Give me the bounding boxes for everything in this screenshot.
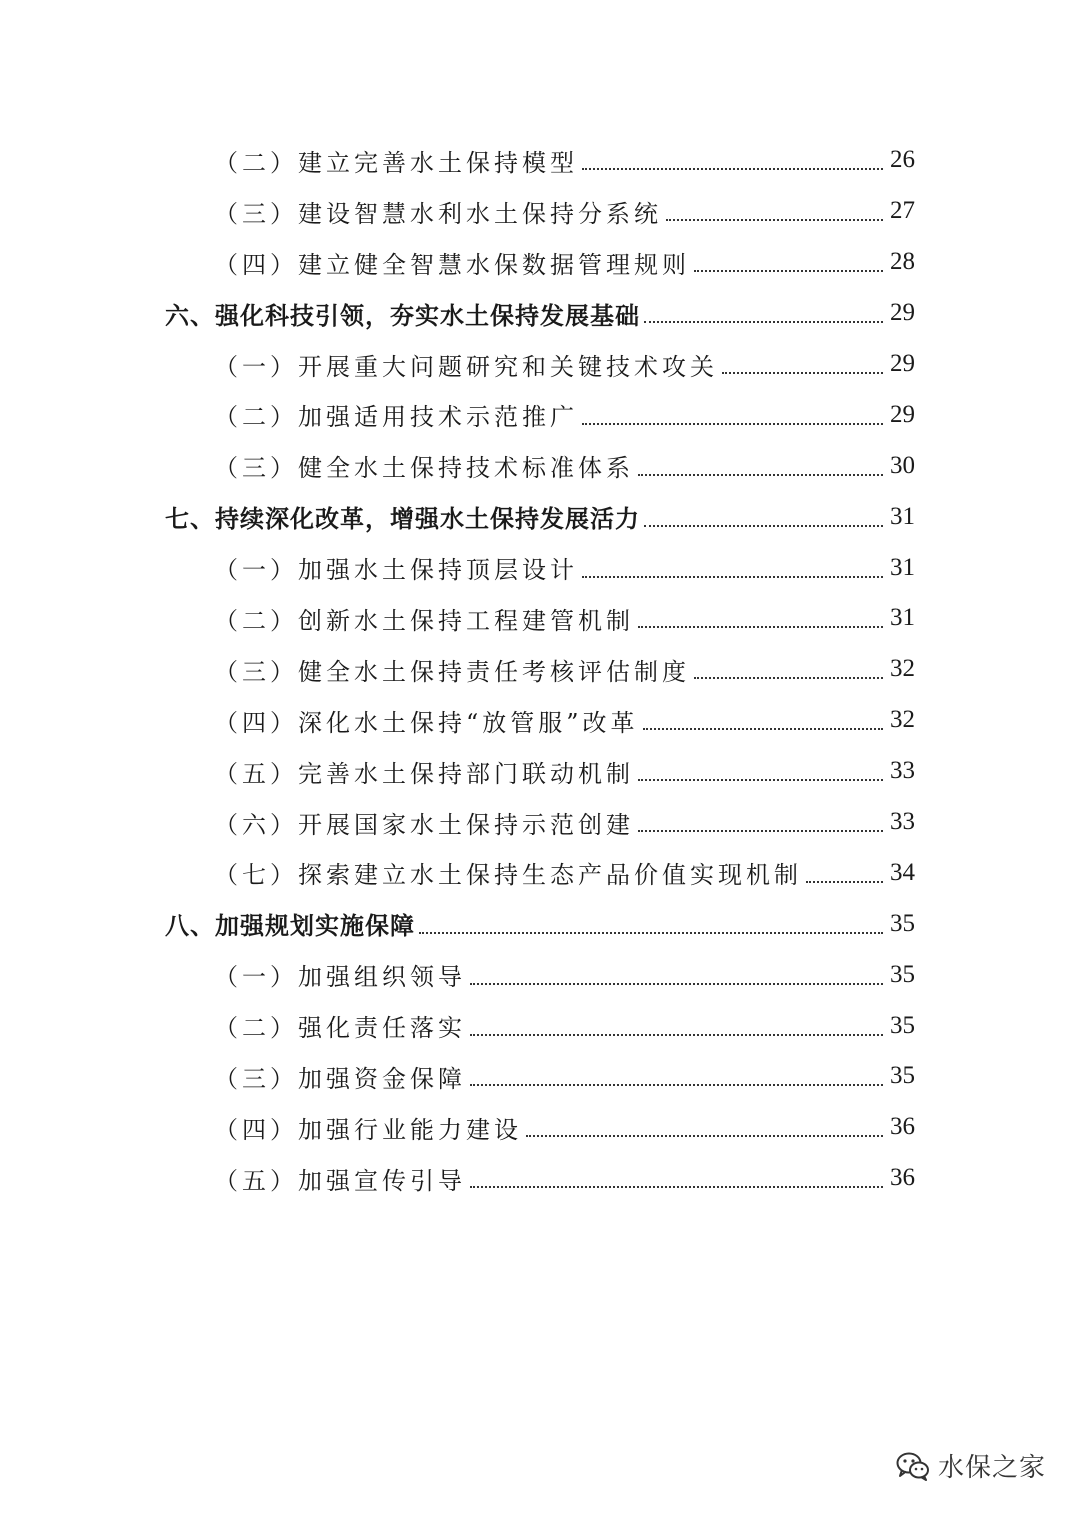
toc-entry-title: （四）深化水土保持“放管服”改革 [214, 708, 639, 737]
toc-entry [0, 1102, 1080, 1153]
toc-entry-page: 35 [890, 960, 915, 988]
toc-entry-page: 32 [890, 655, 915, 683]
toc-entry [0, 797, 1080, 848]
watermark [896, 1447, 1046, 1484]
toc-leader-dots [638, 626, 883, 628]
toc-entry [0, 186, 1080, 237]
toc-entry [0, 949, 1080, 1000]
toc-entry-title: （一）加强水土保持顶层设计 [214, 556, 578, 585]
toc-entry-title: （七）探索建立水土保持生态产品价值实现机制 [214, 861, 802, 890]
toc-entry-title: （二）强化责任落实 [214, 1014, 466, 1043]
toc-chapter-title: 八、加强规划实施保障 [165, 912, 415, 941]
toc-leader-dots [644, 321, 883, 323]
toc-chapter-title: 六、强化科技引领，夯实水土保持发展基础 [165, 301, 640, 330]
toc-leader-dots [470, 1186, 883, 1188]
toc-entry-title: （三）加强资金保障 [214, 1064, 466, 1093]
toc-leader-dots [419, 932, 883, 934]
toc-entry-page: 36 [890, 1113, 915, 1141]
toc-entry [0, 440, 1080, 491]
toc-entry [0, 644, 1080, 695]
toc-entry-page: 28 [890, 248, 915, 276]
toc-leader-dots [638, 779, 883, 781]
toc-entry-page: 31 [890, 553, 915, 581]
toc-leader-dots [582, 423, 883, 425]
toc-entry [0, 542, 1080, 593]
toc-entry-page: 35 [890, 1062, 915, 1090]
toc-entry [0, 237, 1080, 288]
toc-chapter-entry [0, 491, 1080, 542]
toc-leader-dots [644, 525, 883, 527]
toc-entry-title: （一）开展重大问题研究和关键技术攻关 [214, 352, 718, 381]
toc-entry-page: 26 [890, 146, 915, 174]
toc-chapter-title: 七、持续深化改革，增强水土保持发展活力 [165, 505, 640, 534]
toc-entry-page: 33 [890, 757, 915, 785]
toc-leader-dots [638, 830, 883, 832]
toc-entry [0, 1000, 1080, 1051]
toc-entry-page: 29 [890, 350, 915, 377]
wechat-icon [896, 1451, 930, 1481]
toc-leader-dots [470, 1084, 883, 1086]
toc-entry [0, 746, 1080, 797]
toc-entry-page: 35 [890, 1011, 915, 1039]
toc-leader-dots [582, 168, 883, 170]
toc-entry-page: 31 [890, 502, 915, 530]
toc-entry-page: 31 [890, 604, 915, 632]
toc-entry-page: 32 [890, 706, 915, 734]
toc-entry-page: 33 [890, 808, 915, 836]
toc-entry-title: （四）加强行业能力建设 [214, 1115, 522, 1144]
toc-chapter-entry [0, 898, 1080, 949]
toc-entry-title: （六）开展国家水土保持示范创建 [214, 810, 634, 839]
toc-entry-title: （一）加强组织领导 [214, 963, 466, 992]
toc-entry [0, 389, 1080, 440]
toc-entry-title: （四）建立健全智慧水保数据管理规则 [214, 250, 690, 279]
toc-entry-title: （三）建设智慧水利水土保持分系统 [214, 199, 662, 228]
toc-leader-dots [643, 728, 883, 730]
toc-entry [0, 339, 1080, 390]
toc-entry-page: 29 [890, 299, 915, 327]
toc-entry [0, 847, 1080, 898]
toc-leader-dots [694, 270, 883, 272]
toc-entry [0, 135, 1080, 186]
toc-leader-dots [722, 372, 883, 374]
toc-entry [0, 695, 1080, 746]
toc-entry-page: 27 [890, 197, 915, 225]
toc-entry-page: 35 [890, 909, 915, 937]
toc-entry [0, 593, 1080, 644]
toc-leader-dots [806, 881, 883, 883]
toc-chapter-entry [0, 288, 1080, 339]
watermark-text: 水保之家 [937, 1453, 1046, 1483]
toc-entry-page: 36 [890, 1164, 915, 1192]
toc-entry-page: 29 [890, 400, 915, 428]
toc-leader-dots [694, 677, 883, 679]
toc-leader-dots [582, 576, 883, 578]
toc-entry-title: （三）健全水土保持责任考核评估制度 [214, 657, 690, 686]
toc-entry [0, 1051, 1080, 1102]
toc-entry-title: （五）完善水土保持部门联动机制 [214, 759, 634, 788]
toc-leader-dots [470, 1034, 883, 1036]
table-of-contents [0, 135, 1080, 1204]
toc-entry-title: （二）建立完善水土保持模型 [214, 148, 578, 177]
toc-leader-dots [638, 474, 883, 476]
toc-entry-page: 30 [890, 451, 915, 479]
toc-entry-title: （二）加强适用技术示范推广 [214, 403, 578, 432]
toc-entry-page: 34 [890, 858, 915, 886]
toc-leader-dots [666, 219, 883, 221]
toc-entry-title: （二）创新水土保持工程建管机制 [214, 606, 634, 635]
toc-leader-dots [470, 983, 883, 985]
toc-entry [0, 1153, 1080, 1204]
toc-entry-title: （五）加强宣传引导 [214, 1166, 466, 1195]
toc-leader-dots [526, 1135, 883, 1137]
toc-entry-title: （三）健全水土保持技术标准体系 [214, 454, 634, 483]
